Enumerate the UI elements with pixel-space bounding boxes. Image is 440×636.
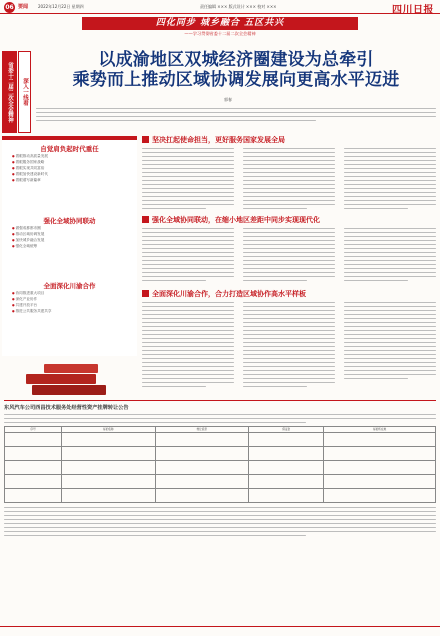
side-tag-primary: 省委十二届二次全会精神 xyxy=(2,51,17,133)
section-marker-icon xyxy=(142,136,149,143)
section-heading-2 xyxy=(142,214,436,225)
editor-line: 责任编辑 ××× 版式设计 ××× 校对 ××× xyxy=(200,4,277,9)
sidebar-summary xyxy=(2,136,137,356)
headline-line-2: 乘势而上推动区域协调发展向更高水平迈进 xyxy=(72,70,400,90)
table-header: 序号 xyxy=(5,426,62,432)
sidebar-group-3 xyxy=(8,281,131,314)
text-column xyxy=(243,228,335,284)
sidebar-top-bar xyxy=(2,136,137,140)
sidebar-item: ● 着眼谱写新篇章 xyxy=(8,177,131,183)
notice-title: 东风汽车公司西昌技术服务处经营性资产挂牌转让公告 xyxy=(4,405,129,411)
sidebar-item: ● 着眼推动高质量发展 xyxy=(8,153,131,159)
sidebar-group-1 xyxy=(8,144,131,183)
table-row xyxy=(5,488,436,502)
page-footer xyxy=(0,626,440,636)
sidebar-item: ● 着眼服务国家战略 xyxy=(8,159,131,165)
sidebar-item: ● 着眼加快建设新时代 xyxy=(8,171,131,177)
sidebar-heading: 自觉肩负起时代重任 xyxy=(40,145,99,153)
table-row xyxy=(5,460,436,474)
section-title: 坚决扛起使命担当，更好服务国家发展全局 xyxy=(152,136,285,144)
section-marker-icon xyxy=(142,216,149,223)
text-column xyxy=(344,228,436,284)
book-shape xyxy=(44,364,98,373)
sidebar-item: ● 做强成都都市圈 xyxy=(8,225,131,231)
topic-subtitle: ——学习贯彻省委十二届二次全会精神 xyxy=(184,31,256,36)
table-header: 标的所在地 xyxy=(324,426,436,432)
sidebar-item: ● 深化产业协作 xyxy=(8,296,131,302)
notice-table xyxy=(4,426,436,503)
table-header: 转让底价 xyxy=(155,426,248,432)
text-column xyxy=(142,148,234,212)
text-column xyxy=(344,148,436,212)
date-line: 2022年12月22日 星期四 xyxy=(38,4,84,9)
section-title: 全面深化川渝合作，合力打造区域协作高水平样板 xyxy=(152,290,306,298)
text-column xyxy=(243,148,335,212)
sidebar-item: ● 着眼实现共同富裕 xyxy=(8,165,131,171)
section-title: 强化全域协同联动，在缩小地区差距中同步实现现代化 xyxy=(152,216,320,224)
notice-body xyxy=(4,507,436,536)
topic-banner: 四化同步 城乡融合 五区共兴 xyxy=(82,17,358,30)
section-heading-1 xyxy=(142,134,436,145)
sidebar-group-2 xyxy=(8,216,131,249)
brand-logo: 四川日报 xyxy=(392,5,434,16)
books-illustration xyxy=(4,360,134,402)
headline-line-1: 以成渝地区双城经济圈建设为总牵引 xyxy=(98,50,374,70)
notice-section xyxy=(4,404,436,539)
side-tag-secondary: 深入一线看 xyxy=(18,51,31,133)
table-header: 标的名称 xyxy=(62,426,155,432)
section-label: 要闻 xyxy=(18,4,29,10)
table-header: 保证金 xyxy=(249,426,324,432)
sidebar-item: ● 加快城乡融合发展 xyxy=(8,237,131,243)
section-heading-3 xyxy=(142,288,436,299)
text-column xyxy=(344,302,436,382)
sidebar-heading: 全面深化川渝合作 xyxy=(43,282,96,290)
byline: 郭春 xyxy=(224,97,232,102)
sidebar-item: ● 推进公共服务共建共享 xyxy=(8,308,131,314)
sidebar-item: ● 强化全域统筹 xyxy=(8,243,131,249)
book-shape xyxy=(26,374,96,384)
table-row xyxy=(5,474,436,488)
notice-intro xyxy=(4,414,436,423)
table-row xyxy=(5,432,436,446)
table-row xyxy=(5,446,436,460)
sidebar-item: ● 共建开放平台 xyxy=(8,302,131,308)
intro-paragraph xyxy=(36,108,436,124)
text-column xyxy=(243,302,335,390)
sidebar-heading: 强化全域协同联动 xyxy=(43,217,96,225)
text-column xyxy=(142,302,234,390)
headline xyxy=(36,50,436,90)
section-marker-icon xyxy=(142,290,149,297)
sidebar-item: ● 推动区域协调发展 xyxy=(8,231,131,237)
text-column xyxy=(142,228,234,284)
page-number: 06 xyxy=(5,4,14,11)
divider xyxy=(4,400,436,401)
sidebar-item: ● 协同推进重大项目 xyxy=(8,290,131,296)
book-shape xyxy=(32,385,106,395)
